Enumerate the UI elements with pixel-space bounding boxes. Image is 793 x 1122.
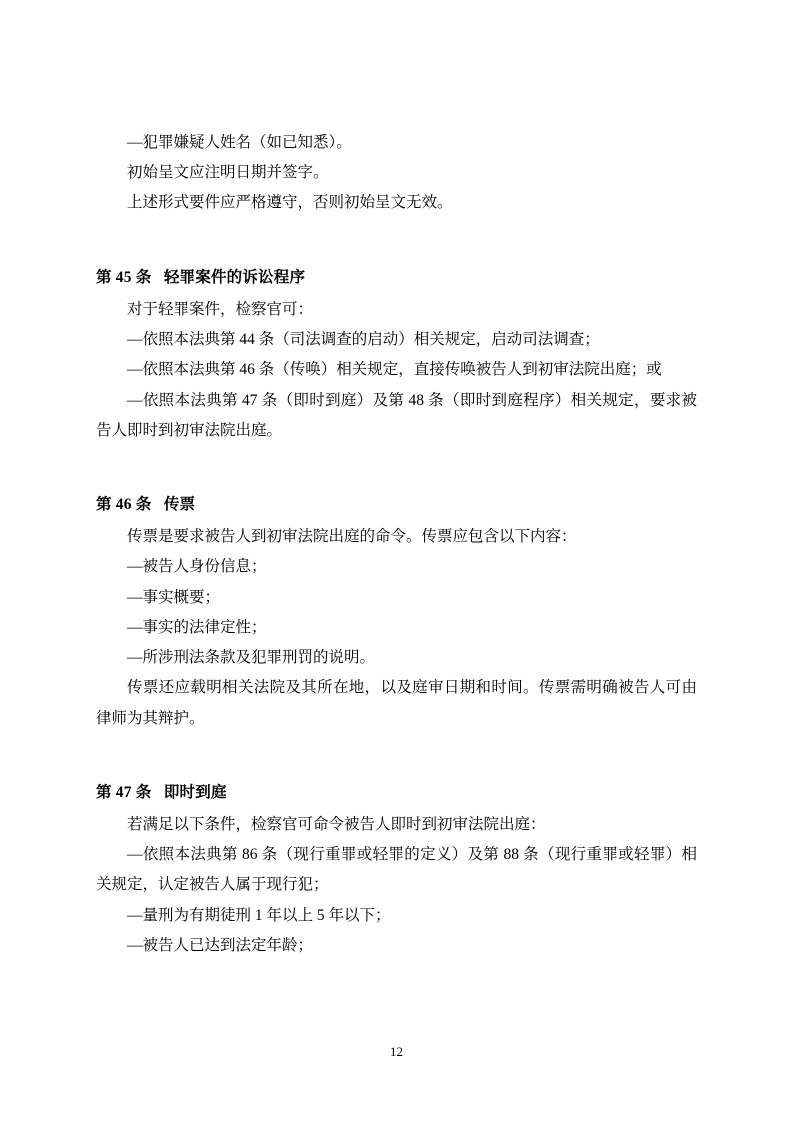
section-number: 第 45 条	[96, 268, 152, 286]
section-number: 第 46 条	[96, 495, 152, 513]
list-item: —被告人身份信息；	[127, 558, 267, 576]
document-body	[96, 128, 697, 961]
list-item: —依照本法典第 86 条（现行重罪或轻罪的定义）及第 88 条（现行重罪或轻罪）相关规定，认定被告人属于现行犯；	[96, 846, 697, 894]
section-number: 第 47 条	[96, 783, 152, 801]
section-heading	[96, 263, 697, 293]
section-title: 即时到庭	[163, 783, 227, 801]
list-item: —依照本法典第 44 条（司法调查的启动）相关规定，启动司法调查；	[127, 331, 600, 349]
list-item: —犯罪嫌疑人姓名（如已知悉）。	[127, 134, 352, 151]
list-item: —事实的法律定性；	[127, 618, 267, 636]
section-heading	[96, 778, 697, 808]
paragraph: 若满足以下条件，检察官可命令被告人即时到初审法院出庭：	[127, 815, 546, 833]
paragraph: 传票是要求被告人到初审法院出庭的命令。传票应包含以下内容：	[127, 528, 577, 546]
section-title: 传票	[163, 495, 196, 513]
list-item: —量刑为有期徒刑 1 年以上 5 年以下；	[127, 906, 391, 924]
section-title: 轻罪案件的诉讼程序	[163, 268, 306, 286]
paragraph: 对于轻罪案件，检察官可：	[127, 300, 314, 318]
paragraph: 传票还应载明相关法院及其所在地，以及庭审日期和时间。传票需明确被告人可由律师为其辩护。	[96, 679, 697, 727]
list-item: —依照本法典第 47 条（即时到庭）及第 48 条（即时到庭程序）相关规定，要求被告人即时到初审法院出庭。	[96, 391, 697, 439]
list-item: —依照本法典第 46 条（传唤）相关规定，直接传唤被告人到初审法院出庭；或	[127, 361, 662, 379]
section-heading	[96, 490, 697, 520]
page-number: 12	[390, 1044, 403, 1059]
list-item: —被告人已达到法定年龄；	[127, 936, 314, 954]
paragraph: 初始呈文应注明日期并签字。	[127, 164, 329, 182]
section-gap	[96, 734, 697, 752]
list-item: —所涉刑法条款及犯罪刑罚的说明。	[127, 649, 376, 667]
section-gap	[96, 219, 697, 237]
paragraph: 上述形式要件应严格遵守，否则初始呈文无效。	[127, 194, 453, 212]
list-item: —事实概要；	[127, 588, 221, 606]
section-gap	[96, 446, 697, 464]
